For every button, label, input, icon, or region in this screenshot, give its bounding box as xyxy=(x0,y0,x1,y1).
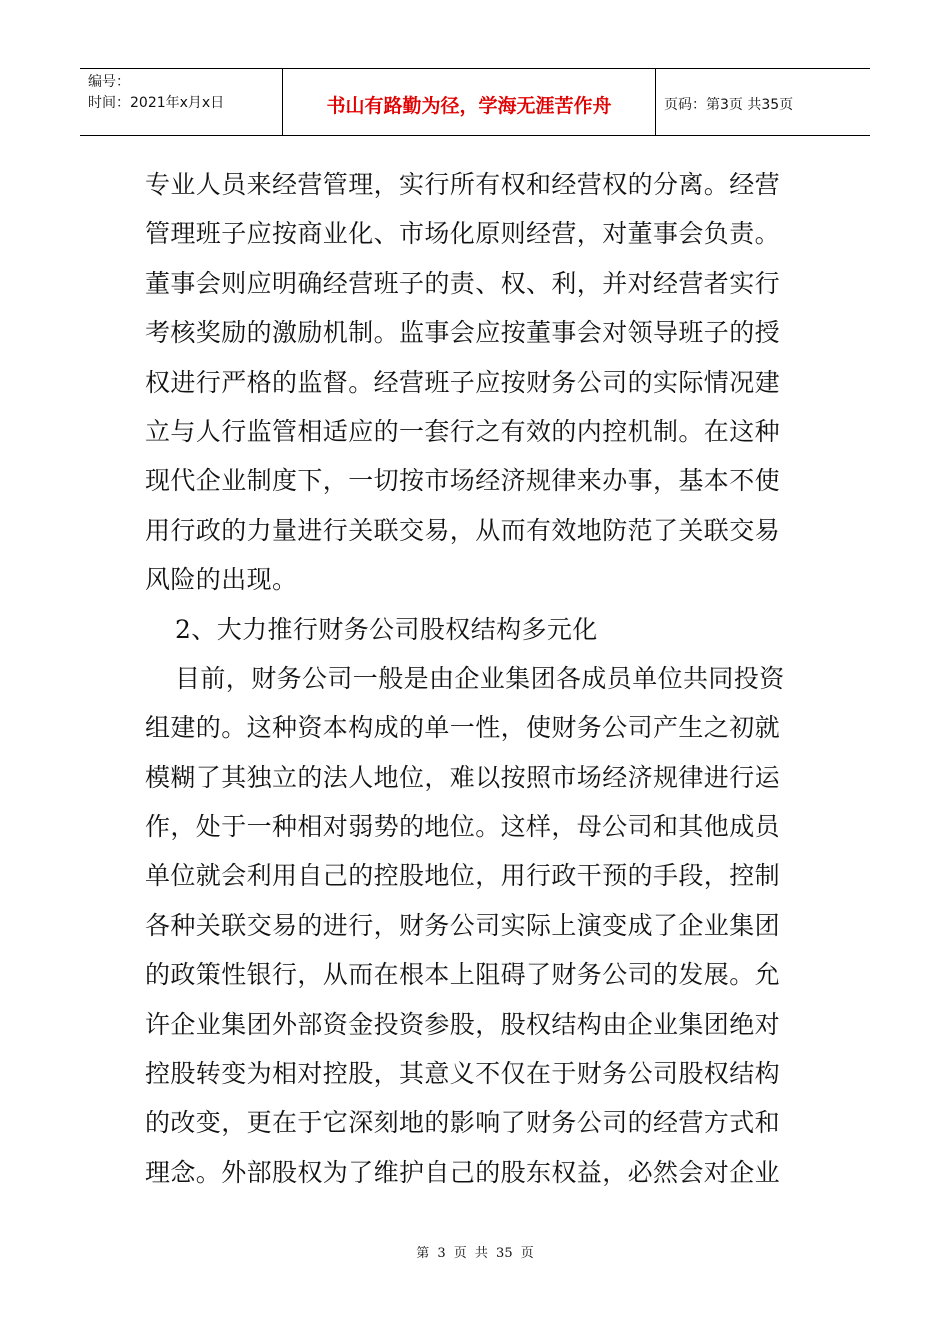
header-motto: 书山有路勤为径，学海无涯苦作舟 xyxy=(283,69,656,135)
body-line: 用行政的力量进行关联交易，从而有效地防范了关联交易 xyxy=(145,515,781,545)
page-header xyxy=(80,68,870,136)
body-line: 管理班子应按商业化、市场化原则经营，对董事会负责。 xyxy=(145,219,781,249)
body-line: 控股转变为相对控股，其意义不仅在于财务公司股权结构 xyxy=(145,1059,781,1089)
body-line: 专业人员来经营管理，实行所有权和经营权的分离。经营 xyxy=(145,170,781,199)
body-line: 单位就会利用自己的控股地位，用行政干预的手段，控制 xyxy=(145,861,781,891)
section-heading: 2、大力推行财务公司股权结构多元化 xyxy=(175,614,598,644)
header-page-code: 页码：第3页 共35页 xyxy=(664,97,794,113)
page-footer: 第 3 页 共 35 页 xyxy=(416,1246,534,1261)
body-line: 许企业集团外部资金投资参股，股权结构由企业集团绝对 xyxy=(145,1009,781,1039)
body-line: 模糊了其独立的法人地位，难以按照市场经济规律进行运 xyxy=(145,762,781,792)
header-meta xyxy=(80,69,283,135)
body-line: 风险的出现。 xyxy=(145,565,298,595)
body-line: 的政策性银行，从而在根本上阻碍了财务公司的发展。允 xyxy=(145,960,781,990)
document-number-label: 编号： xyxy=(88,74,130,90)
body-line: 现代企业制度下，一切按市场经济规律来办事，基本不使 xyxy=(145,466,781,496)
body-line: 权进行严格的监督。经营班子应按财务公司的实际情况建 xyxy=(145,367,781,397)
body-line: 组建的。这种资本构成的单一性，使财务公司产生之初就 xyxy=(145,713,781,743)
document-time-label: 时间：2021年x月x日 xyxy=(88,95,225,111)
body-line: 作，处于一种相对弱势的地位。这样，母公司和其他成员 xyxy=(145,812,781,842)
body-line: 考核奖励的激励机制。监事会应按董事会对领导班子的授 xyxy=(145,318,781,348)
body-line: 各种关联交易的进行，财务公司实际上演变成了企业集团 xyxy=(145,910,781,940)
paragraph-first-line: 目前，财务公司一般是由企业集团各成员单位共同投资 xyxy=(175,663,785,693)
body-line: 理念。外部股权为了维护自己的股东权益，必然会对企业 xyxy=(145,1157,781,1187)
body-line: 董事会则应明确经营班子的责、权、利，并对经营者实行 xyxy=(145,268,781,298)
body-line: 立与人行监管相适应的一套行之有效的内控机制。在这种 xyxy=(145,416,781,446)
body-line: 的改变，更在于它深刻地的影响了财务公司的经营方式和 xyxy=(145,1108,781,1138)
document-body xyxy=(145,160,813,1197)
